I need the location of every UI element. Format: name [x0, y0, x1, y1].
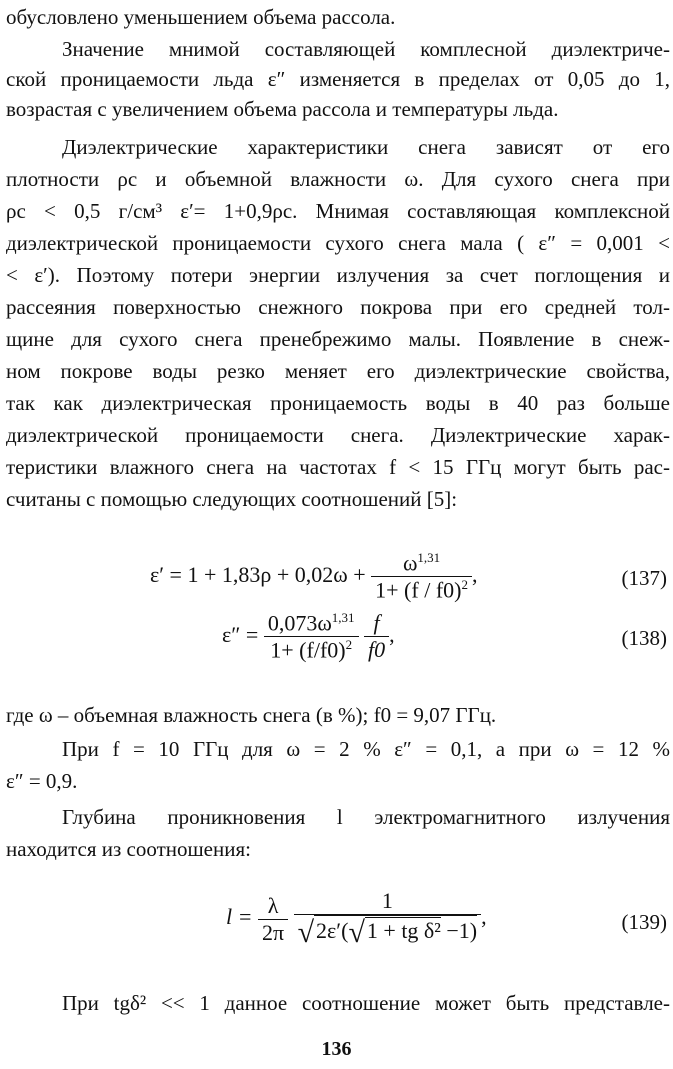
eq139-lambda: λ [267, 892, 279, 918]
eq139-den-a: 2ε′( [316, 918, 349, 943]
equation-137 [150, 550, 477, 604]
eq139-fraction-2: $\frac{1}{\text{√2ε′(√1 + tg δ² −1)}}$ [294, 888, 482, 950]
eq137-tail: , [471, 561, 478, 587]
body-line-13: так как диэлектрическая проницаемость воды в 40 раз больше [6, 391, 670, 415]
after-line-3: ε″ = 0,9. [6, 769, 78, 793]
eq138-num-exp: 1,31 [331, 610, 355, 625]
eq139-den-c: −1) [440, 918, 478, 943]
eq138-fraction [264, 610, 359, 664]
eq139-den-b: 1 + tg δ² [366, 918, 441, 943]
body-line-6: плотности ρc и объемной влажности ω. Для сухого снега при [6, 167, 670, 191]
eq138-tail: , [389, 621, 395, 647]
body-line-3: ской проницаемости льда ε″ изменяется в пределах от 0,05 до 1, [6, 67, 670, 91]
eq138-lhs: ε″ = [222, 621, 259, 647]
after-line-2: При f = 10 ГГц для ω = 2 % ε″ = 0,1, а при ω = 12 % [62, 737, 670, 761]
equation-139-number: (139) [621, 910, 667, 934]
eq138-f-den: f0 [368, 637, 386, 663]
body-line-7: ρc < 0,5 г/см³ ε′= 1+0,9ρc. Мнимая составляющая комплексной [6, 199, 670, 223]
equation-138 [222, 610, 395, 664]
body-line-14: диэлектрической проницаемости снега. Диэлектрические харак- [6, 423, 670, 447]
eq138-f-num: f [373, 610, 380, 636]
eq139-tail: , [481, 904, 487, 930]
body-line-15: теристики влажного снега на частотах f < 15 ГГц могут быть рас- [6, 455, 670, 479]
equation-138-number: (138) [621, 626, 667, 650]
after-line-5: находится из соотношения: [6, 837, 251, 861]
body-line-1: обусловлено уменьшением объема рассола. [6, 5, 396, 29]
eq139-fraction-1 [258, 893, 288, 946]
eq137-den: 1+ (f / f0) [375, 577, 462, 603]
eq137-num: ω [402, 550, 418, 576]
page-number: 136 [321, 1038, 352, 1060]
body-line-4: возрастая с увеличением объема рассола и температуры льда. [6, 97, 559, 121]
last-line: При tgδ² << 1 данное соотношение может быть представле- [62, 991, 670, 1015]
eq139-one: 1 [381, 888, 393, 913]
eq139-2pi: 2π [258, 919, 288, 946]
eq139-lhs: l = [226, 904, 253, 930]
body-line-5: Диэлектрические характеристики снега зависят от его [62, 135, 670, 159]
body-line-9: < ε′). Поэтому потери энергии излучения за счет поглощения и [6, 263, 670, 287]
eq137-den-exp: 2 [461, 577, 468, 593]
after-line-1: где ω – объемная влажность снега (в %); f0 = 9,07 ГГц. [6, 703, 497, 727]
eq138-num: 0,073ω [267, 610, 332, 636]
body-line-10: рассеяния поверхностью снежного покрова при его средней тол- [6, 295, 670, 319]
body-line-11: щине для сухого снега пренебрежимо малы. Появление в снеж- [6, 327, 670, 351]
eq137-lhs: ε′ = 1 + 1,83ρ + 0,02ω + [150, 561, 366, 587]
eq138-den: 1+ (f/f0) [270, 637, 346, 663]
eq138-den-exp: 2 [345, 637, 353, 653]
equation-137-number: (137) [621, 566, 667, 590]
equation-139 [226, 888, 487, 950]
body-line-8: диэлектрической проницаемости сухого снега мала ( ε″ = 0,001 < [6, 231, 670, 255]
body-line-16: считаны с помощью следующих соотношений [5]: [6, 487, 458, 511]
eq137-num-exp: 1,31 [417, 550, 441, 565]
after-line-4: Глубина проникновения l электромагнитного излучения [62, 805, 670, 829]
body-line-2: Значение мнимой составляющей комплесной диэлектриче- [62, 37, 670, 61]
eq137-fraction [371, 550, 472, 604]
body-line-12: ном покрове воды резко меняет его диэлектрические свойства, [6, 359, 670, 383]
eq138-f-fraction [364, 610, 389, 663]
